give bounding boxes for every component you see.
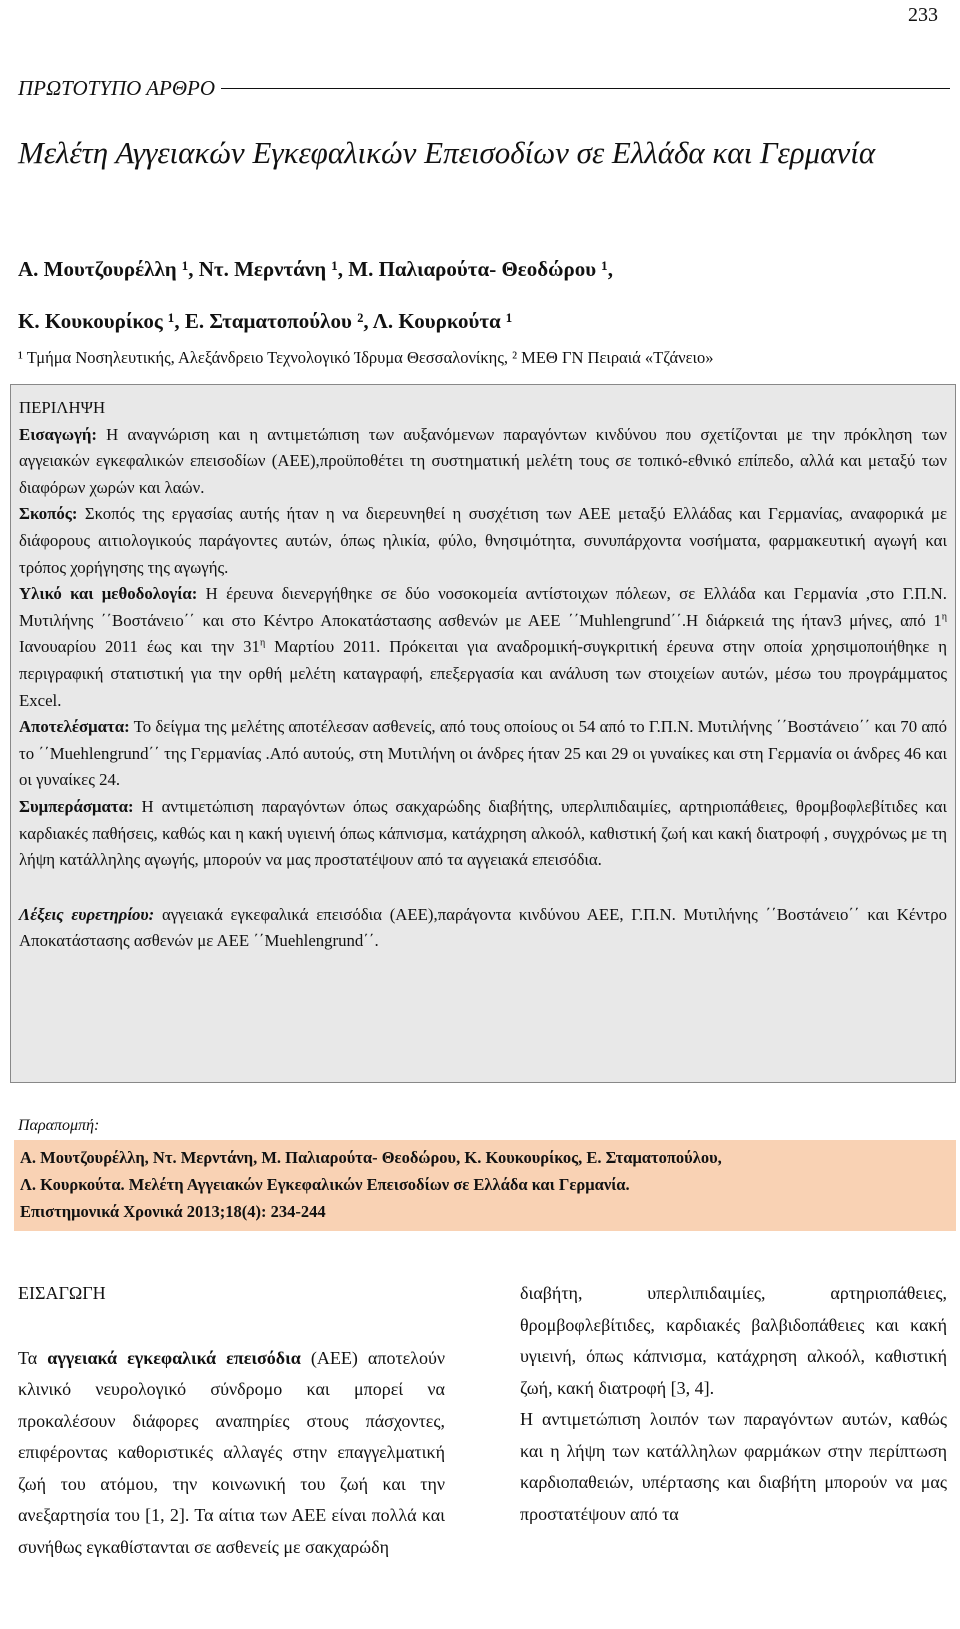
body-text: Τα [18, 1347, 48, 1368]
body-column-right [520, 1278, 947, 1530]
article-title: Μελέτη Αγγειακών Εγκεφαλικών Επεισοδίων σε Ελλάδα και Γερμανία [18, 135, 876, 170]
conclusions-text: Η αντιμετώπιση παραγόντων όπως σακχαρώδης διαβήτης, υπερλιπιδαιμίες, αρτηριοπάθειες, θρομβοφλεβίτιδες και καρδιακές παθήσεις, καθώς και η κακή υγιεινή όπως κάπνισμα, κατάχρηση αλκοόλ, καθιστική ζωή και κακή διατροφή , συγχρόνως με τη λήψη κατάλληλης αγωγής, μπορούν να μας προστατέψουν από τα αγγειακά επεισόδια. [19, 796, 947, 870]
abstract-box [10, 384, 956, 1083]
methods-label: Υλικό και μεθοδολογία: [19, 584, 198, 604]
body-paragraph: Η αντιμετώπιση λοιπόν των παραγόντων αυτών, καθώς και η λήψη των κατάλληλων φαρμάκων στην περίπτωση καρδιοπαθειών, υπέρτασης και διαβήτη μπορούν να μας προστατέψουν από τα [520, 1409, 947, 1524]
aim-text: Σκοπός της εργασίας αυτής ήταν η να διερευνηθεί η συσχέτιση των ΑΕΕ μεταξύ Ελλάδας και Γερμανίας, αναφορικά με διάφορους αιτιολογικούς παράγοντες αυτών, όπως ηλικία, φύλο, θνησιμότητα, συνυπάρχοντα νοσήματα, φαρμακευτική αγωγή και τρόπος χορήγησης της αγωγής. [19, 504, 947, 577]
conclusions-label: Συμπεράσματα: [19, 796, 134, 816]
introduction-text: Η αναγνώριση και η αντιμετώπιση των αυξανόμενων παραγόντων κινδύνου που σχετίζονται με την πρόκληση των αγγειακών εγκεφαλικών επεισοδίων (ΑΕΕ),προϋποθέτει τη συστηματική μελέτη τους σε τοπικό-εθνικό επίπεδο, αλλά και μεταξύ των διαφόρων χωρών και λαών. [19, 424, 947, 497]
abstract-keywords [19, 902, 947, 955]
citation-label: Παραπομπή: [18, 1117, 100, 1134]
body-column-left [18, 1278, 445, 1563]
results-label: Αποτελέσματα: [19, 717, 130, 737]
methods-text: Ιανουαρίου 2011 έως και την 31 [19, 637, 260, 657]
citation-line: Α. Μουτζουρέλλη, Ντ. Μερντάνη, Μ. Παλιαρούτα- Θεοδώρου, Κ. Κουκουρίκος, Ε. Σταματοπούλου, [20, 1148, 722, 1167]
affiliations: ¹ Τμήμα Νοσηλευτικής, Αλεξάνδρειο Τεχνολογικό Ίδρυμα Θεσσαλονίκης, ² ΜΕΘ ΓΝ Πειραιά «Τζάνειο» [18, 348, 714, 367]
article-type-label: ΠΡΩΤΟΤΥΠΟ ΑΡΘΡΟ [18, 76, 216, 100]
introduction-label: Εισαγωγή: [19, 424, 97, 444]
abstract-introduction [19, 422, 947, 502]
abstract-aim [19, 501, 947, 581]
body-bold-term: αγγειακά εγκεφαλικά επεισόδια [47, 1347, 301, 1368]
author-list [18, 243, 940, 347]
section-heading: ΕΙΣΑΓΩΓΗ [18, 1283, 106, 1303]
methods-superscript: η [941, 611, 947, 623]
author-line-1: Α. Μουτζουρέλλη ¹, Ντ. Μερντάνη ¹, Μ. Παλιαρούτα- Θεοδώρου ¹, [18, 257, 613, 281]
citation-box [14, 1140, 956, 1231]
keywords-text: αγγειακά εγκεφαλικά επεισόδια (ΑΕΕ),παράγοντα κινδύνου ΑΕΕ, Γ.Π.Ν. Μυτιλήνης ΄΄Βοστάνειο΄΄ και Κέντρο Αποκατάστασης ασθενών με ΑΕΕ ΄΄Muehlengrund΄΄. [19, 904, 947, 951]
abstract-heading: ΠΕΡΙΛΗΨΗ [19, 398, 106, 417]
abstract-conclusions [19, 794, 947, 874]
body-paragraph: διαβήτη, υπερλιπιδαιμίες, αρτηριοπάθειες, θρομβοφλεβίτιδες, καρδιακές βαλβιδοπάθειες και κακή υγιεινή, όπως κάπνισμα, κατάχρηση αλκοόλ, καθιστική ζωή, κακή διατροφή [3, 4]. [520, 1283, 947, 1398]
page-number: 233 [908, 4, 938, 26]
header-rule [221, 88, 950, 89]
methods-text: Μαρτίου 2011. Πρόκειται για αναδρομική-συγκριτική έρευνα στην οποία χρησιμοποιήθηκε η περιγραφική στατιστική για την ορθή μελέτη καταγραφή, επεξεργασία και ανάλυση των στοιχείων αυτών, μέσω του προγράμματος Excel. [19, 637, 947, 710]
citation-line: Λ. Κουρκούτα. Μελέτη Αγγειακών Εγκεφαλικών Επεισοδίων σε Ελλάδα και Γερμανία. [20, 1175, 630, 1194]
abstract-results [19, 714, 947, 794]
methods-superscript: η [259, 637, 266, 649]
results-text: Το δείγμα της μελέτης αποτέλεσαν ασθενείς, από τους οποίους οι 54 από το Γ.Π.Ν. Μυτιλήνης ΄΄Βοστάνειο΄΄ και 70 από το ΄΄Muehlengrund΄΄ της Γερμανίας .Από αυτούς, στη Μυτιλήνη οι άνδρες ήταν 25 και 29 οι γυναίκες και στη Γερμανία οι άνδρες 46 και οι γυναίκες 24. [19, 717, 947, 790]
author-line-2: Κ. Κουκουρίκος ¹, Ε. Σταματοπούλου ², Λ. Κουρκούτα ¹ [18, 309, 513, 333]
body-paragraph [18, 1343, 445, 1564]
article-type-header [18, 76, 950, 101]
methods-text: Η έρευνα διενεργήθηκε σε δύο νοσοκομεία αντίστοιχων πόλεων, σε Ελλάδα και Γερμανία ,στο Γ.Π.Ν. Μυτιλήνης ΄΄Βοστάνειο΄΄ και στο Κέντρο Αποκατάστασης ασθενών με ΑΕΕ ΄΄Muhlengrund΄΄.Η διάρκειά της ήταν3 μήνες, από 1 [19, 584, 948, 630]
citation-line: Επιστημονικά Χρονικά 2013;18(4): 234-244 [20, 1202, 326, 1221]
keywords-label: Λέξεις ευρετηρίου: [19, 904, 155, 924]
body-text: (ΑΕΕ) αποτελούν κλινικό νευρολογικό σύνδρομο και μπορεί να προκαλέσουν διάφορες αναπηρίες στους πάσχοντες, επιφέροντας καθοριστικές αλλαγές στην επαγγελματική ζωή του ατόμου, την κοινωνική του ζωή και την ανεξαρτησία του [1, 2]. Τα αίτια των ΑΕΕ είναι πολλά και συνήθως εγκαθίστανται σε ασθενείς με σακχαρώδη [18, 1347, 446, 1557]
aim-label: Σκοπός: [19, 504, 78, 524]
abstract-methods [19, 581, 947, 714]
